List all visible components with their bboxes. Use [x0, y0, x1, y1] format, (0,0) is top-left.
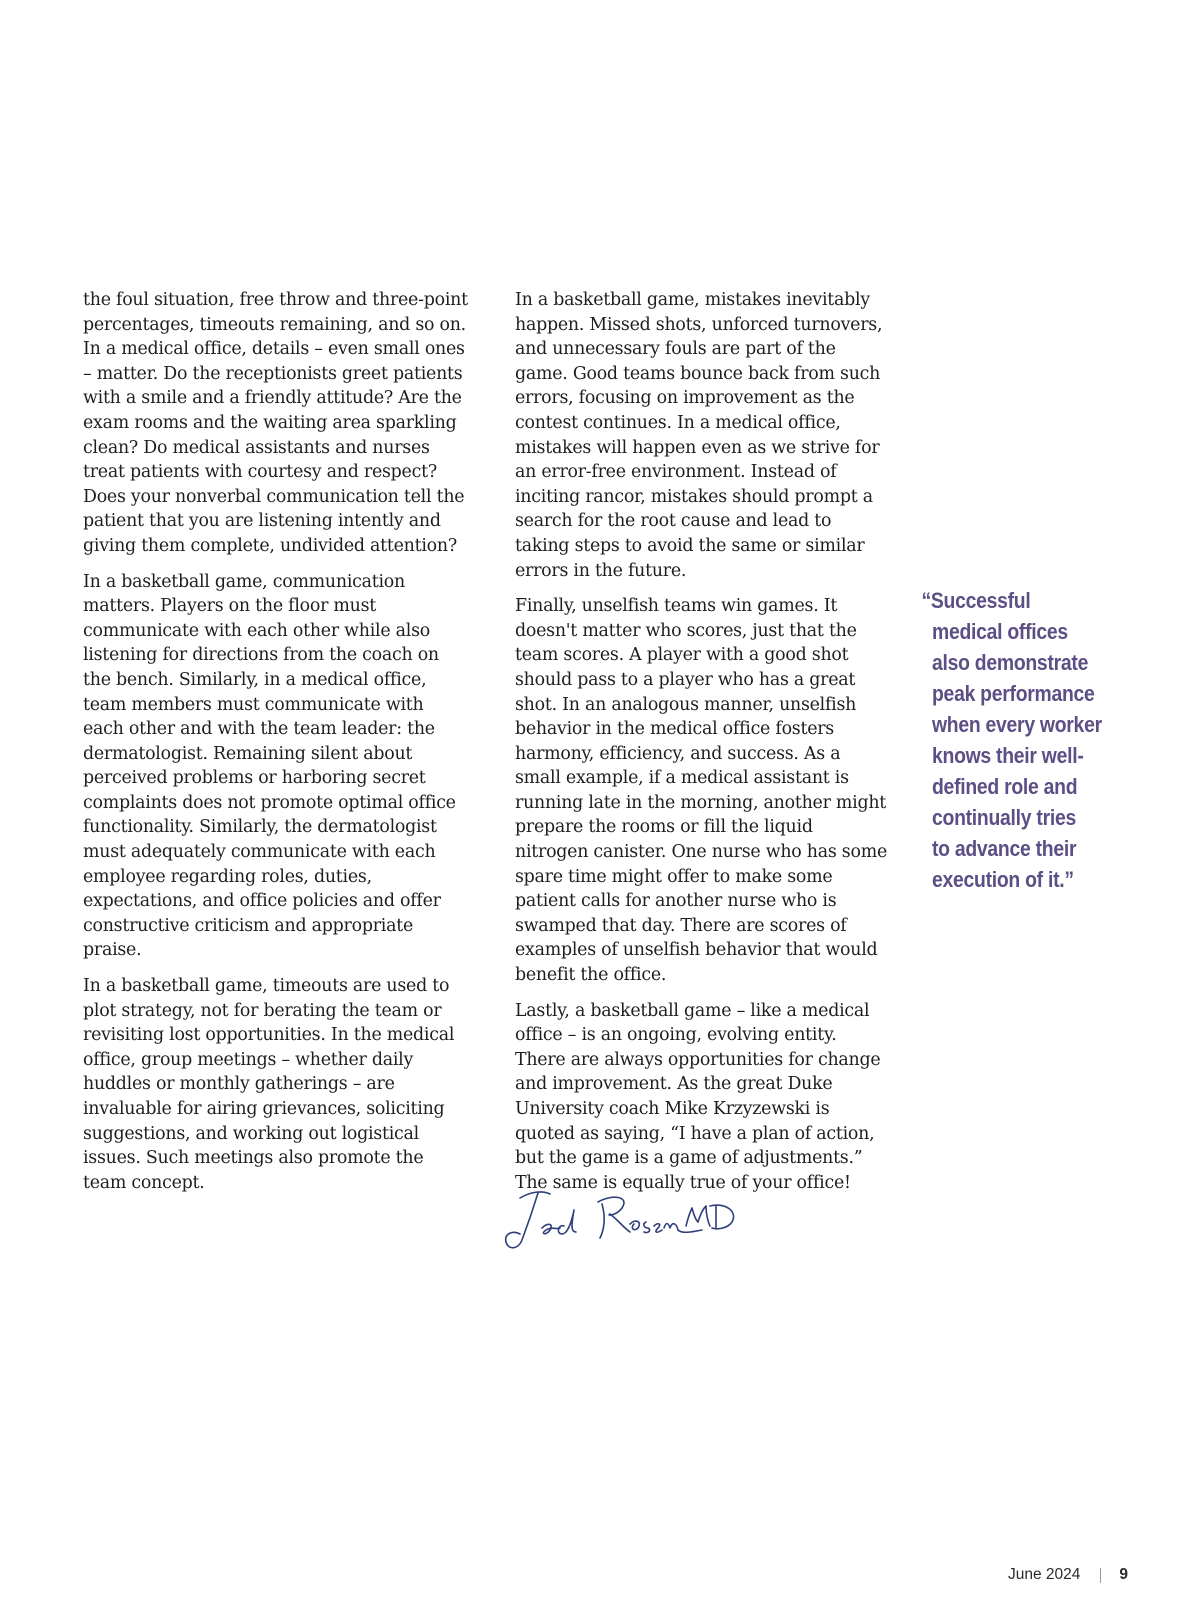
page-number: 9	[1119, 1566, 1128, 1583]
pull-quote-line: defined role and	[932, 774, 1078, 799]
paragraph-communication: In a basketball game, communication matters. Players on the floor must communicate with each other while also listening for directions from the coach on the bench. Similarly, in a medical office, team members must communicate with each other and with the team leader: the dermatologist. Remaining silent about perceived problems or harboring secret complaints does not promote optimal office functionality. Similarly, the dermatologist must adequately communicate with each employee regarding roles, duties, expectations, and office policies and offer constructive criticism and appropriate praise.	[83, 571, 456, 961]
pull-quote-line: peak performance	[932, 681, 1095, 706]
pull-quote-line: medical offices	[932, 619, 1068, 644]
article-column-left	[83, 288, 468, 1206]
article-column-middle	[515, 288, 890, 1206]
pull-quote-line: also demonstrate	[932, 650, 1089, 675]
page-footer	[1008, 1566, 1128, 1584]
signature-graphic	[502, 1184, 740, 1256]
pull-quote-line: continually tries	[932, 805, 1076, 830]
pull-quote	[921, 585, 1143, 895]
author-signature	[502, 1184, 740, 1256]
pull-quote-line: “Successful	[921, 588, 1031, 613]
footer-divider	[1100, 1568, 1101, 1583]
issue-date: June 2024	[1007, 1566, 1081, 1583]
pull-quote-line: when every worker	[932, 712, 1102, 737]
pull-quote-line: knows their well-	[932, 743, 1084, 768]
paragraph-details-matter: the foul situation, free throw and three-point percentages, timeouts remaining, and so on. In a medical office, details – even small ones – matter. Do the receptionists greet patients with a smile and a friendly attitude? Are the exam rooms and the waiting area sparkling clean? Do medical assistants and nurses treat patients with courtesy and respect? Does your nonverbal communication tell the patient that you are listening intently and giving them complete, undivided attention?	[83, 290, 468, 556]
paragraph-mistakes: In a basketball game, mistakes inevitably happen. Missed shots, unforced turnovers, and unnecessary fouls are part of the game. Good teams bounce back from such errors, focusing on improvement as the contest continues. In a medical office, mistakes will happen even as we strive for an error-free environment. Instead of inciting rancor, mistakes should prompt a search for the root cause and lead to taking steps to avoid the same or similar errors in the future.	[515, 290, 883, 581]
pull-quote-line: execution of it.”	[932, 867, 1074, 892]
paragraph-timeouts: In a basketball game, timeouts are used to plot strategy, not for berating the team or revisiting lost opportunities. In the medical office, group meetings – whether daily huddles or monthly gatherings – are invaluable for airing grievances, soliciting suggestions, and working out logistical issues. Such meetings also promote the team concept.	[83, 976, 455, 1193]
paragraph-adjustments: Lastly, a basketball game – like a medical office – is an ongoing, evolving entity. There are always opportunities for change and improvement. As the great Duke University coach Mike Krzyzewski is quoted as saying, “I have a plan of action, but the game is a game of adjustments.” The same is equally true of your office!	[515, 1000, 881, 1193]
pull-quote-line: to advance their	[932, 836, 1077, 861]
paragraph-unselfish-teams: Finally, unselfish teams win games. It doesn't matter who scores, just that the team scores. A player with a good shot should pass to a player who has a great shot. In an analogous manner, unselfish behavior in the medical office fosters harmony, efficiency, and success. As a small example, if a medical assistant is running late in the morning, another might prepare the rooms or fill the liquid nitrogen canister. One nurse who has some spare time might offer to make some patient calls for another nurse who is swamped that day. There are scores of examples of unselfish behavior that would benefit the office.	[515, 596, 887, 986]
